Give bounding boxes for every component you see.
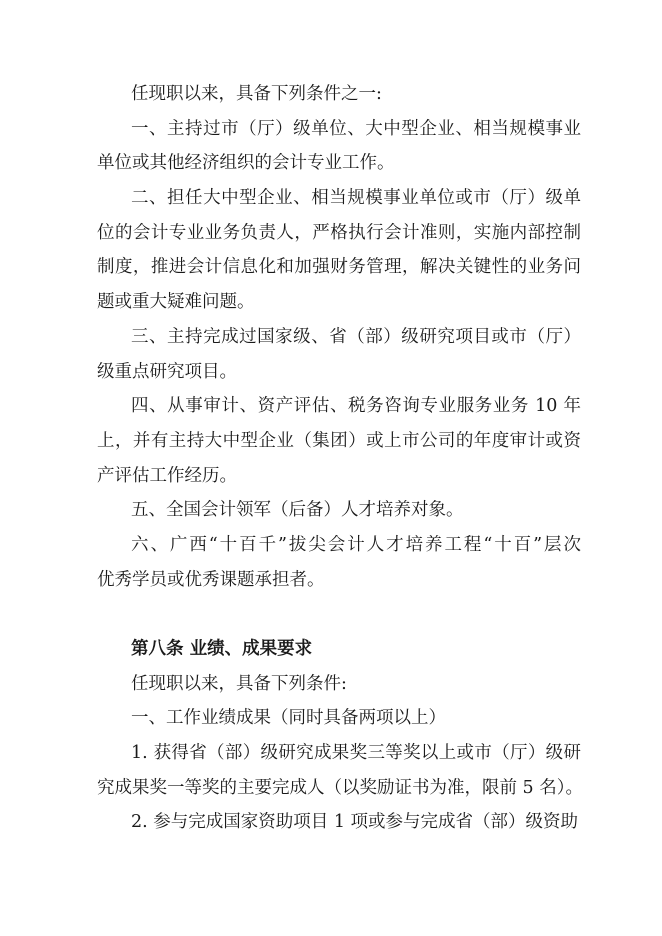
- paragraph-line: 优秀学员或优秀课题承担者。: [97, 569, 325, 590]
- paragraph-line: 级重点研究项目。: [97, 361, 237, 382]
- blank-line: [97, 597, 581, 632]
- section-heading: 第八条 业绩、成果要求: [131, 639, 313, 659]
- paragraph-line: 一、主持过市（厅）级单位、大中型企业、相当规模事业: [131, 118, 581, 139]
- paragraph-line: 四、从事审计、资产评估、税务咨询专业服务业务 10 年: [131, 396, 581, 417]
- paragraph-line: 二、担任大中型企业、相当规模事业单位或市（厅）级单: [131, 188, 581, 209]
- paragraph-line: 五、全国会计领军（后备）人才培养对象。: [131, 500, 464, 521]
- paragraph-line: 产评估工作经历。: [97, 465, 237, 486]
- paragraph-line: 单位或其他经济组织的会计专业工作。: [97, 153, 395, 174]
- paragraph-line: 2. 参与完成国家资助项目 1 项或参与完成省（部）级资助: [131, 812, 579, 833]
- paragraph-line: 任现职以来，具备下列条件之一:: [131, 84, 382, 104]
- paragraph-line: 上，并有主持大中型企业（集团）或上市公司的年度审计或资: [97, 430, 581, 451]
- paragraph-line: 六、广西“十百千”拔尖会计人才培养工程“十百”层次: [131, 534, 581, 555]
- paragraph-line: 三、主持完成过国家级、省（部）级研究项目或市（厅）: [131, 326, 581, 347]
- paragraph-line: 一、工作业绩成果（同时具备两项以上）: [131, 708, 446, 729]
- paragraph-line: 究成果奖一等奖的主要完成人（以奖励证书为准，限前 5 名）。: [97, 777, 584, 798]
- paragraph-line: 1. 获得省（部）级研究成果奖三等奖以上或市（厅）级研: [131, 743, 581, 764]
- paragraph-line: 制度，推进会计信息化和加强财务管理，解决关键性的业务问: [97, 257, 581, 278]
- document-page: [97, 77, 584, 840]
- paragraph-line: 题或重大疑难问题。: [97, 292, 255, 313]
- paragraph-line: 任现职以来，具备下列条件:: [131, 673, 347, 694]
- paragraph-line: 位的会计专业业务负责人，严格执行会计准则，实施内部控制: [97, 222, 581, 243]
